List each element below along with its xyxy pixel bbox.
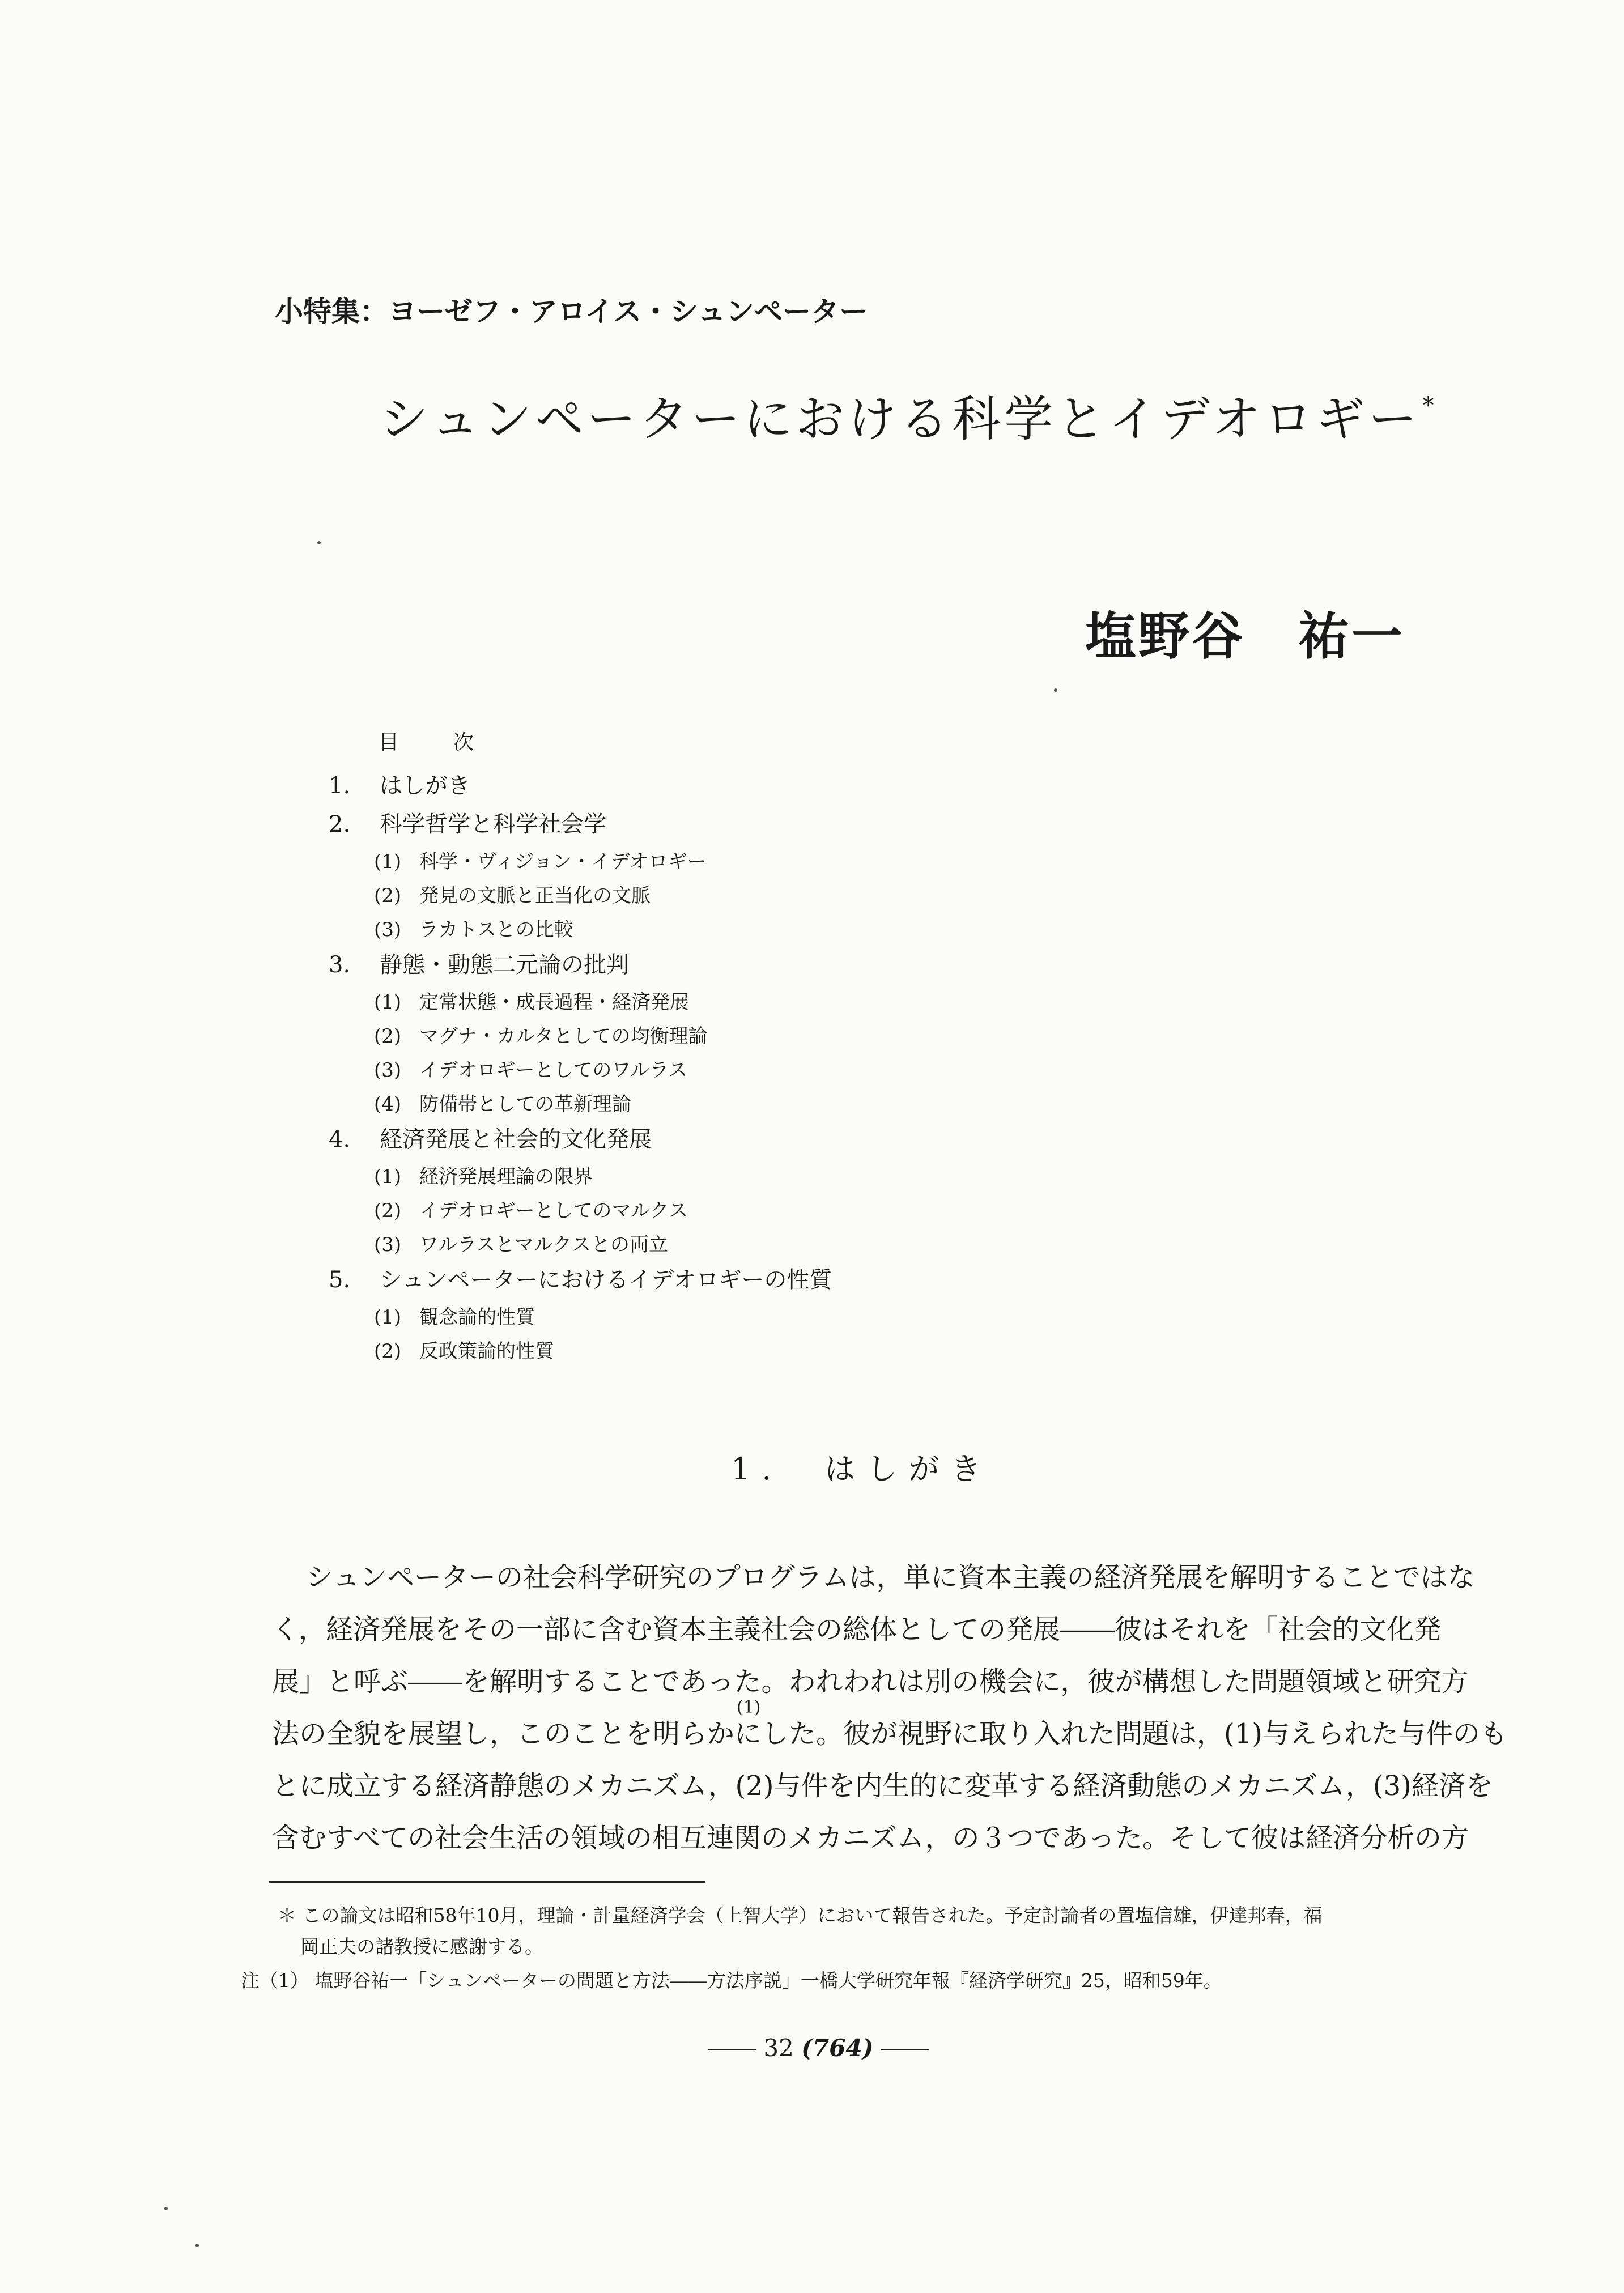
toc-subsection-number: (2) (374, 1340, 402, 1363)
toc-subsection (374, 1301, 535, 1329)
toc-section-number: 5. (329, 1267, 351, 1293)
page-number-alt: (764) (801, 2034, 874, 2062)
toc-subsection-number: (1) (374, 1306, 402, 1329)
body-line: 含むすべての社会生活の領域の相互連関のメカニズム，の３つであった。そして彼は経済分析の方 (272, 1822, 1469, 1854)
toc-subsection-label: マグナ・カルタとしての均衡理論 (419, 1025, 708, 1048)
toc-subsection (374, 986, 689, 1014)
scan-speck (317, 541, 321, 544)
toc-subsection-number: (3) (374, 1233, 402, 1256)
toc-subsection-label: ワルラスとマルクスとの両立 (419, 1233, 668, 1256)
toc-subsection-label: 定常状態・成長過程・経済発展 (419, 991, 689, 1014)
toc-section-label: はしがき (380, 773, 470, 799)
author-name: 塩野谷 祐一 (1085, 606, 1405, 666)
toc-subsection-label: ラカトスとの比較 (419, 918, 573, 941)
toc-subsection-label: イデオロギーとしてのワルラス (419, 1059, 688, 1082)
toc-subsection (374, 1088, 631, 1116)
toc-subsection-label: 科学・ヴィジョン・イデオロギー (419, 850, 707, 873)
toc-subsection (374, 846, 707, 874)
toc-section-label: 経済発展と社会的文化発展 (380, 1126, 652, 1152)
toc-subsection-number: (2) (374, 1025, 402, 1048)
toc-subsection (374, 1020, 708, 1048)
toc-subsection (374, 1229, 668, 1257)
toc-subsection-number: (2) (374, 1199, 402, 1222)
body-line: とに成立する経済静態のメカニズム，(2)与件を内生的に変革する経済動態のメカニズム，(3)経済を (272, 1770, 1493, 1802)
toc-section-number: 1. (329, 773, 351, 799)
feature-label: 小特集：ヨーゼフ・アロイス・シュンペーター (275, 295, 868, 328)
toc-section-number: 3. (329, 952, 351, 978)
toc-subsection-number: (4) (374, 1093, 402, 1116)
article-title (380, 380, 1438, 450)
toc-subsection-number: (1) (374, 991, 402, 1014)
toc-section-number: 4. (329, 1126, 351, 1152)
footnote-line: 岡正夫の諸教授に感謝する。 (300, 1935, 543, 1958)
toc-subsection-label: 反政策論的性質 (419, 1340, 554, 1363)
scan-speck (164, 2207, 168, 2210)
page-number-main: 32 (763, 2034, 794, 2062)
page-number: ―― 32 (764) ―― (708, 2034, 929, 2062)
toc-subsection-number: (1) (374, 1165, 402, 1188)
toc-subsection-number: (1) (374, 850, 402, 873)
toc-subsection-label: 経済発展理論の限界 (419, 1165, 593, 1188)
toc-section-label: 科学哲学と科学社会学 (380, 811, 606, 837)
scan-speck (195, 2244, 199, 2247)
toc-section (329, 768, 470, 800)
footnote-line: 注（1） 塩野谷祐一「シュンペーターの問題と方法――方法序説」一橋大学研究年報『経済学研究』25，昭和59年。 (241, 1969, 1222, 1992)
section-heading: 1. はしがき (731, 1451, 993, 1487)
footnote-reference: (1) (737, 1698, 761, 1717)
body-line: シュンペーターの社会科学研究のプログラムは，単に資本主義の経済発展を解明することではな (306, 1562, 1475, 1593)
footnote-line: ＊ この論文は昭和58年10月，理論・計量経済学会（上智大学）において報告された。予定討論者の置塩信雄，伊達邦春，福 (278, 1904, 1323, 1926)
body-line: 法の全貌を展望し，このことを明らかにした。彼が視野に取り入れた問題は，(1)与えられた与件のも (272, 1718, 1507, 1750)
toc-subsection-label: 防備帯としての革新理論 (419, 1093, 631, 1116)
toc-subsection (374, 1195, 688, 1223)
body-line: 展」と呼ぶ――を解明することであった。われわれは別の機会に，彼が構想した問題領域と研究方 (272, 1666, 1469, 1698)
toc-section (329, 947, 629, 979)
toc-section-number: 2. (329, 811, 351, 837)
body-line: く，経済発展をその一部に含む資本主義社会の総体としての発展――彼はそれを「社会的文化発 (272, 1614, 1442, 1645)
article-title-text: シュンペーターにおける科学とイデオロギー (380, 391, 1421, 448)
toc-subsection-label: イデオロギーとしてのマルクス (419, 1199, 688, 1222)
toc-subsection (374, 1335, 554, 1363)
toc-subsection-label: 観念論的性質 (419, 1306, 535, 1329)
title-footnote-mark: * (1422, 393, 1438, 419)
toc-subsection (374, 1161, 593, 1189)
toc-subsection-number: (3) (374, 918, 402, 941)
toc-section (329, 1121, 652, 1154)
toc-subsection-label: 発見の文脈と正当化の文脈 (419, 884, 651, 907)
toc-section (329, 1262, 832, 1294)
footnote-rule (269, 1881, 705, 1883)
toc-subsection (374, 880, 651, 908)
toc-heading: 目 次 (379, 731, 491, 754)
toc-section (329, 806, 606, 839)
scan-speck (1054, 688, 1057, 692)
toc-section-label: 静態・動態二元論の批判 (380, 952, 629, 978)
toc-subsection (374, 1054, 687, 1082)
toc-subsection (374, 914, 573, 942)
toc-subsection-number: (3) (374, 1059, 402, 1082)
toc-section-label: シュンペーターにおけるイデオロギーの性質 (380, 1267, 832, 1293)
toc-subsection-number: (2) (374, 884, 402, 907)
